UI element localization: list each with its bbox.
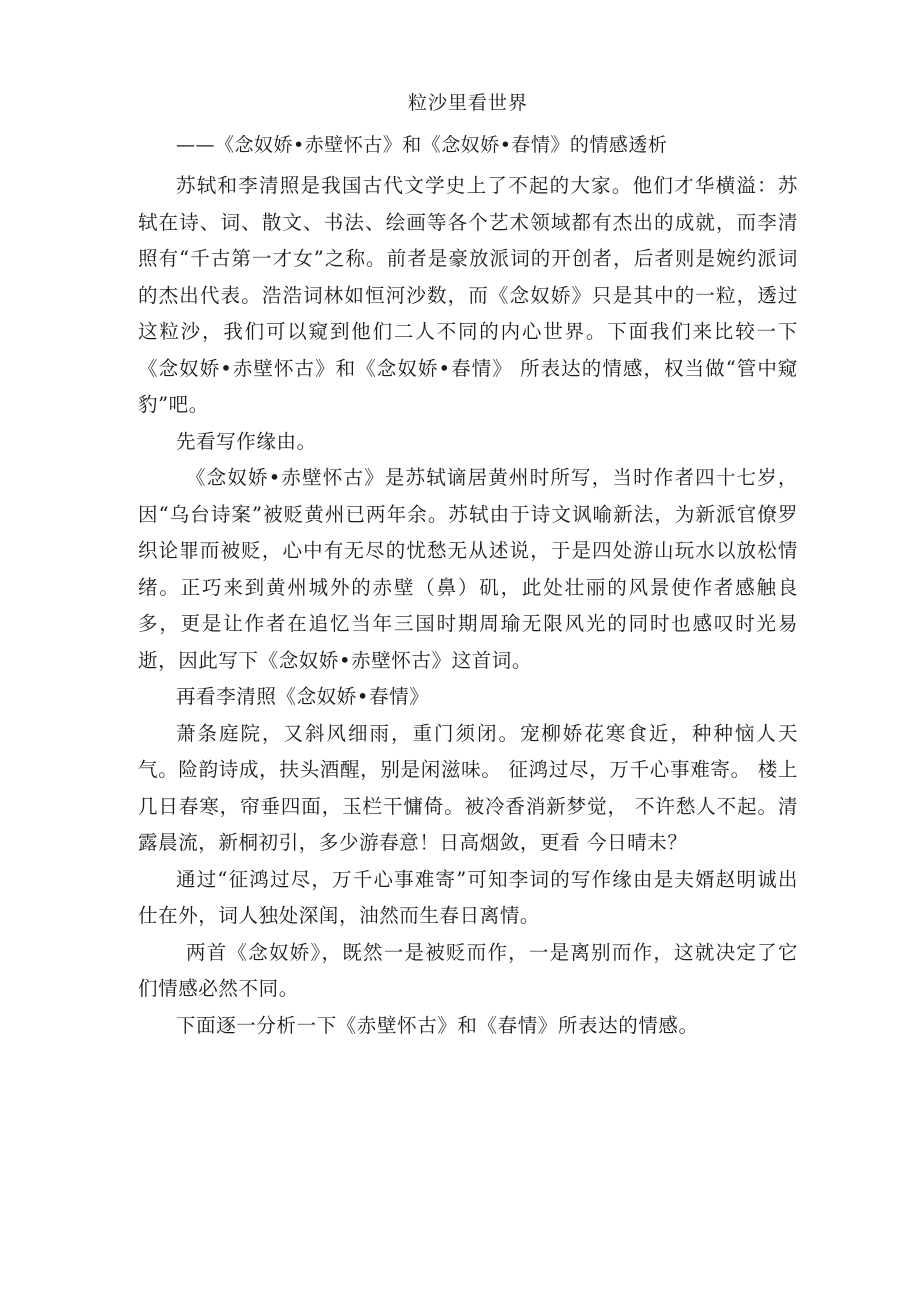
paragraph-intro: 苏轼和李清照是我国古代文学史上了不起的大家。他们才华横溢：苏轼在诗、词、散文、书法、绘画等各个艺术领域都有杰出的成就，而李清照有“千古第一才女”之称。前者是豪放派词的开创者，后者则是婉约派词的杰出代表。浩浩词林如恒河沙数，而《念奴娇》只是其中的一粒，透过这粒沙，我们可以窥到他们二人不同的内心世界。下面我们来比较一下《念奴娇•赤壁怀古》和《念奴娇•春情》 所表达的情感，权当做“管中窥豹”吧。 bbox=[138, 174, 798, 416]
document-title: 粒沙里看世界 bbox=[407, 92, 528, 114]
paragraph-poem-text: 萧条庭院，又斜风细雨，重门须闭。宠柳娇花寒食近，种种恼人天气。险韵诗成，扶头酒醒，别是闲滋味。 征鸿过尽，万千心事难寄。 楼上几日春寒，帘垂四面，玉栏干慵倚。被冷香消新梦觉， 不许愁人不起。清露晨流，新桐初引，多少游春意！日高烟敛，更看 今日晴未？ bbox=[138, 721, 798, 854]
paragraph-li-qingzhao-heading: 再看李清照《念奴娇•春情》 bbox=[176, 685, 430, 708]
paragraph-comparison: 两首《念奴娇》，既然一是被贬而作，一是离别而作，这就决定了它们情感必然不同。 bbox=[138, 940, 798, 1000]
paragraph-su-shi-background: 《念奴娇•赤壁怀古》是苏轼谪居黄州时所写，当时作者四十七岁，因“乌台诗案”被贬黄州已两年余。苏轼由于诗文讽喻新法，为新派官僚罗织论罪而被贬，心中有无尽的忧愁无从述说，于是四处游山玩水以放松情绪。正巧来到黄州城外的赤壁（鼻）矶，此处壮丽的风景使作者感触良多，更是让作者在追忆当年三国时期周瑜无限风光的同时也感叹时光易逝，因此写下《念奴娇•赤壁怀古》这首词。 bbox=[138, 466, 798, 672]
paragraph-writing-reason-heading: 先看写作缘由。 bbox=[176, 429, 317, 453]
paragraph-analysis-intro: 下面逐一分析一下《赤壁怀古》和《春情》所表达的情感。 bbox=[176, 1013, 699, 1037]
document-subtitle: ——《念奴娇•赤壁怀古》和《念奴娇•春情》的情感透析 bbox=[176, 134, 668, 156]
document-page bbox=[138, 88, 798, 1044]
paragraph-li-qingzhao-reason: 通过“征鸿过尽，万千心事难寄”可知李词的写作缘由是夫婿赵明诚出仕在外，词人独处深闺，油然而生春日离情。 bbox=[138, 867, 798, 927]
